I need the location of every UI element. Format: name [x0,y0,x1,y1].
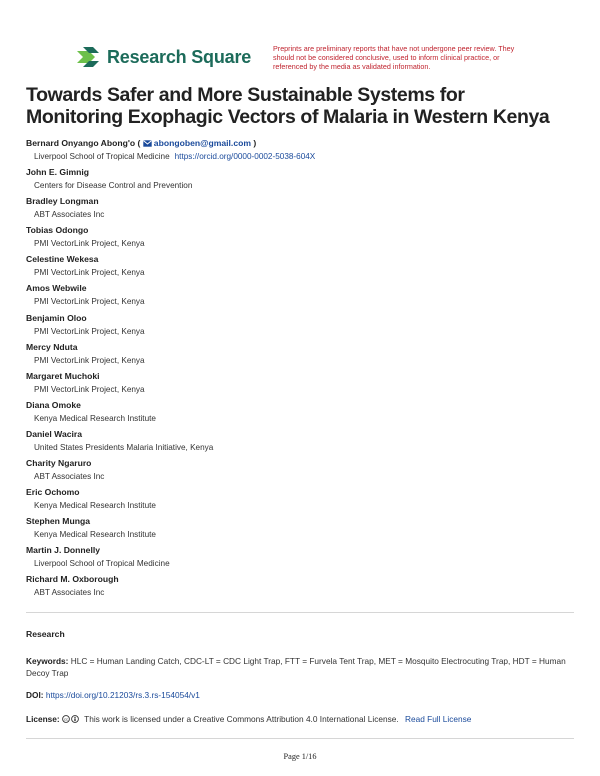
author-affiliation [26,209,576,220]
author-affiliation [26,180,576,191]
author-name-text: Margaret Muchoki [26,370,100,381]
author-name-text: Bernard Onyango Abong'o [26,138,136,148]
author-entry [26,225,576,254]
author-name-text: Amos Webwile [26,283,87,294]
author-entry [26,283,576,312]
research-square-logo-icon [75,46,101,68]
author-name-text: Celestine Wekesa [26,254,99,265]
author-affiliation-text: Liverpool School of Tropical Medicine [34,152,170,161]
author-name [26,342,576,355]
read-full-license-link[interactable]: Read Full License [404,714,472,724]
research-square-logo[interactable] [75,46,251,68]
author-entry [26,254,576,283]
license-text: This work is licensed under a Creative Commons Attribution 4.0 International License. [84,714,399,724]
author-email-link[interactable] [143,138,251,148]
author-list [26,138,576,604]
section-label: Research [26,629,65,639]
author-name-text: Stephen Munga [26,516,90,527]
author-entry [26,138,576,167]
author-affiliation [26,267,576,278]
brand-name: Research Square [107,46,252,67]
mail-icon [143,140,152,147]
doi-label: DOI: [26,690,44,700]
license-line [26,714,471,724]
author-name [26,545,576,558]
author-name [26,313,576,326]
author-name [26,429,576,442]
author-name-text: Daniel Wacira [26,428,83,439]
author-name [26,371,576,384]
author-affiliation [26,355,576,366]
author-name-text: Martin J. Donnelly [26,545,101,556]
author-name-text: Bradley Longman [26,196,99,207]
header [75,44,535,78]
author-affiliation [26,384,576,395]
author-affiliation-text: PMI VectorLink Project, Kenya [34,355,145,365]
author-affiliation-text: Liverpool School of Tropical Medicine [34,559,170,569]
author-name [26,458,576,471]
author-entry [26,574,576,603]
author-name [26,196,576,209]
author-affiliation-text: Kenya Medical Research Institute [34,530,156,540]
author-name-text: Eric Ochomo [26,487,80,498]
author-affiliation-text: ABT Associates Inc [34,472,105,482]
author-name-text: Charity Ngaruro [26,458,92,469]
paper-title: Towards Safer and More Sustainable Systems for Monitoring Exophagic Vectors of Malaria in Western Kenya [26,84,550,128]
keywords [26,655,574,679]
author-affiliation-text: PMI VectorLink Project, Kenya [34,326,145,336]
author-entry [26,429,576,458]
keywords-text: HLC = Human Landing Catch, CDC-LT = CDC Light Trap, FTT = Furvela Tent Trap, MET = Mosquito Electrocuting Trap, HDT = Human Decoy Trap [26,656,566,678]
author-affiliation-text: PMI VectorLink Project, Kenya [34,297,145,307]
author-entry [26,516,576,545]
author-name-text: John E. Gimnig [26,167,90,178]
author-affiliation-text: United States Presidents Malaria Initiative, Kenya [34,442,214,452]
doi-link[interactable]: https://doi.org/10.21203/rs.3.rs-154054/v1 [45,690,200,700]
author-affiliation [26,500,576,511]
author-name-text: Richard M. Oxborough [26,574,119,585]
author-affiliation [26,296,576,307]
orcid-link[interactable]: https://orcid.org/0000-0002-5038-604X [174,152,316,161]
author-entry [26,196,576,225]
author-name [26,254,576,267]
author-entry [26,342,576,371]
author-entry [26,458,576,487]
preprint-notice: Preprints are preliminary reports that have not undergone peer review. They should not be considered conclusive, used to inform clinical practice, or referenced by the media as validated information. [273,44,515,71]
keywords-label: Keywords: [26,656,69,666]
author-entry [26,487,576,516]
author-name-text: Benjamin Oloo [26,312,87,323]
author-affiliation-text: PMI VectorLink Project, Kenya [34,268,145,278]
license-label: License: [26,714,60,724]
author-name [26,516,576,529]
divider [26,738,574,739]
author-affiliation [26,151,576,162]
author-affiliation [26,471,576,482]
doi-line [26,690,200,700]
author-affiliation [26,442,576,453]
author-entry [26,313,576,342]
svg-text:cc: cc [63,716,68,722]
author-affiliation [26,587,576,598]
author-affiliation-text: Kenya Medical Research Institute [34,501,156,511]
author-entry [26,400,576,429]
divider [26,612,574,613]
author-affiliation-text: PMI VectorLink Project, Kenya [34,239,145,249]
author-name [26,400,576,413]
author-name-text: Tobias Odongo [26,225,89,236]
author-affiliation [26,558,576,569]
author-entry [26,371,576,400]
author-affiliation-text: ABT Associates Inc [34,210,105,220]
author-name [26,167,576,180]
author-name-text: Mercy Nduta [26,341,78,352]
creative-commons-icon [62,715,80,723]
author-email-text: abongoben@gmail.com [153,138,251,148]
author-name [26,225,576,238]
author-affiliation-text: ABT Associates Inc [34,588,105,598]
author-name: Bernard Onyango Abong'o ( abongoben@gmail.com ) [26,138,257,148]
author-affiliation [26,529,576,540]
author-entry [26,167,576,196]
author-name-text: Diana Omoke [26,399,81,410]
author-name [26,283,576,296]
page-number: Page 1/16 [283,752,317,761]
author-affiliation [26,413,576,424]
author-affiliation [26,238,576,249]
author-affiliation-text: Kenya Medical Research Institute [34,413,156,423]
author-affiliation-text: Centers for Disease Control and Prevention [34,181,193,191]
author-name [26,574,576,587]
author-affiliation [26,326,576,337]
author-affiliation-text: PMI VectorLink Project, Kenya [34,384,145,394]
author-name [26,487,576,500]
author-entry [26,545,576,574]
